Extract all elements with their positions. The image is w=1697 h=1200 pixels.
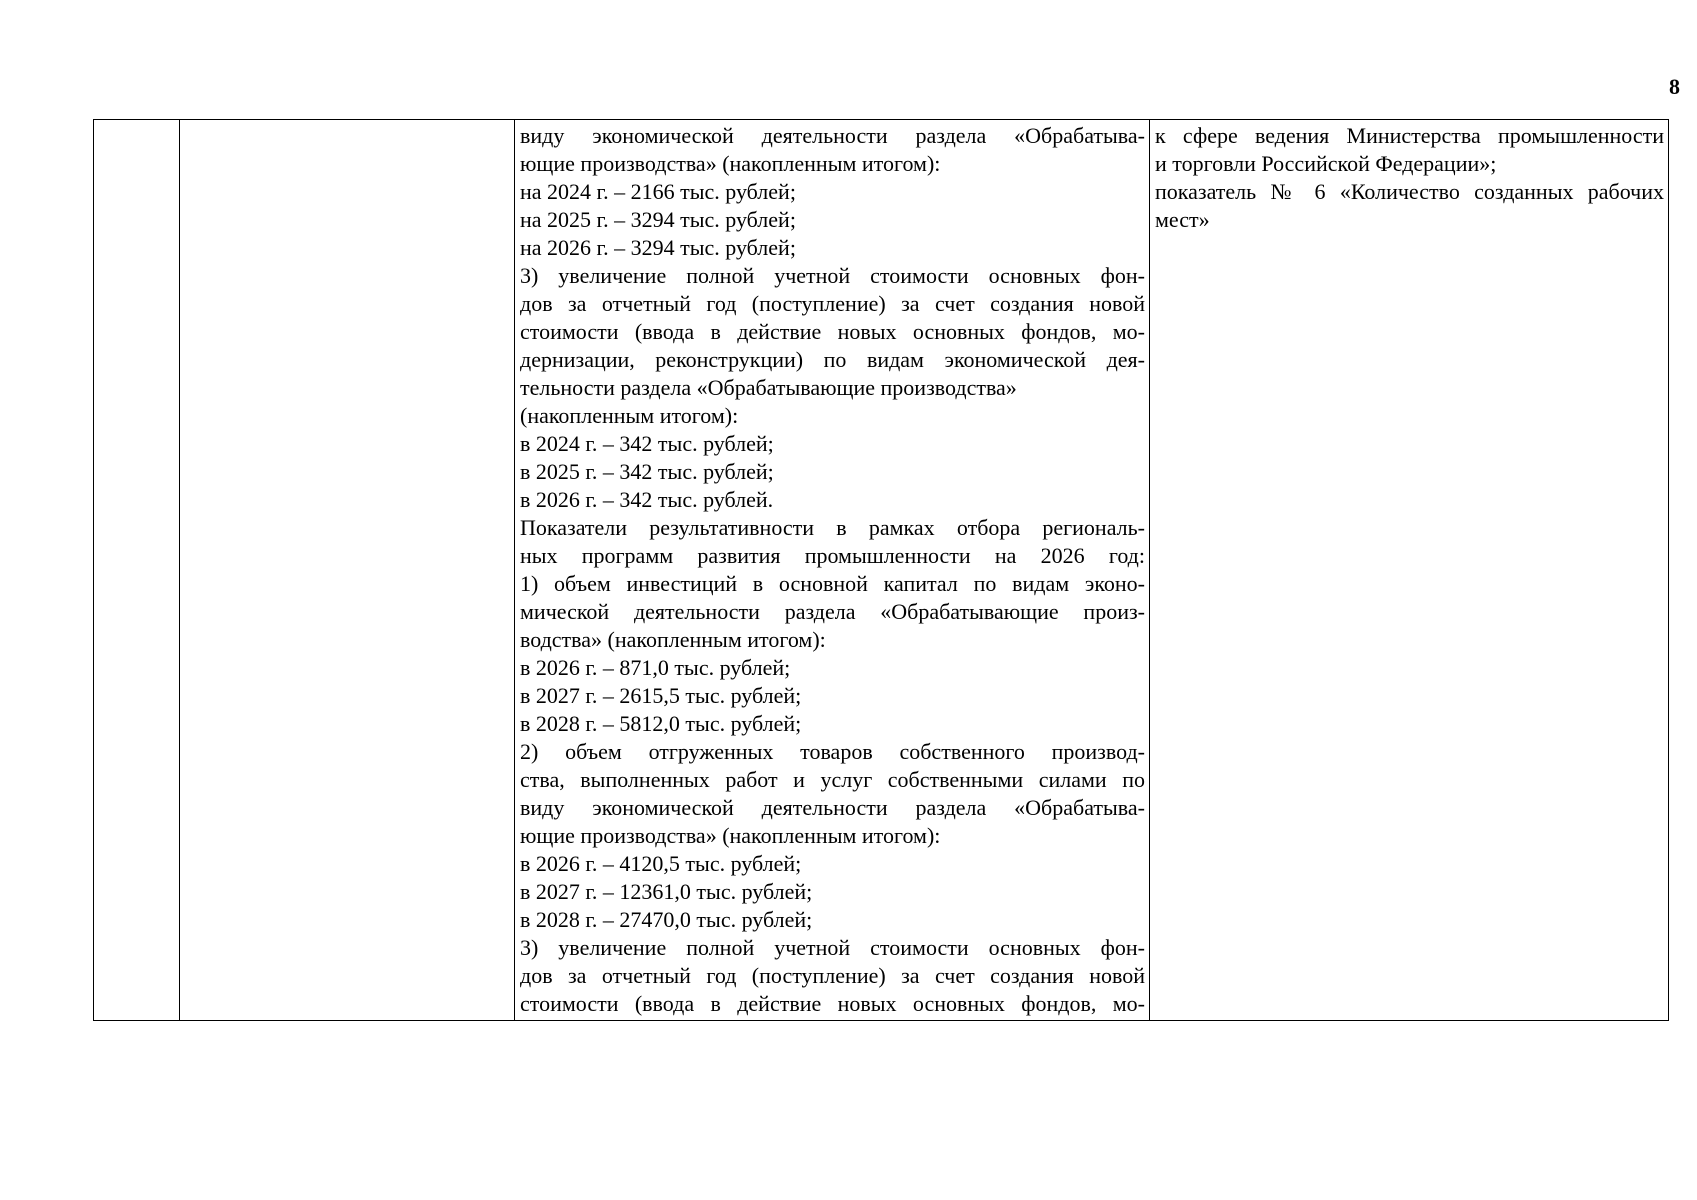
table-cell-col2	[180, 120, 515, 1021]
text-line: ющие производства» (накопленным итогом):	[520, 823, 941, 848]
table-row	[94, 120, 1669, 1021]
table-cell-col1	[94, 120, 180, 1021]
text-line: 3) увеличение полной учетной стоимости основных фон-	[520, 935, 1145, 960]
text-line: 2) объем отгруженных товаров собственного производ-	[520, 739, 1145, 764]
text-line: 1) объем инвестиций в основной капитал по видам эконо-	[520, 571, 1145, 596]
text-line: в 2026 г. – 342 тыс. рублей.	[520, 487, 774, 512]
page-number: 8	[1669, 74, 1680, 99]
table-cell-col4	[1150, 120, 1669, 1021]
text-line: и торговли Российской Федерации»;	[1155, 151, 1497, 176]
text-line: на 2026 г. – 3294 тыс. рублей;	[520, 235, 796, 260]
text-line: на 2024 г. – 2166 тыс. рублей;	[520, 179, 796, 204]
text-line: мест»	[1155, 207, 1210, 232]
text-line: дернизации, реконструкции) по видам экономической дея-	[520, 347, 1145, 372]
text-line: (накопленным итогом):	[520, 403, 739, 428]
text-line: в 2028 г. – 5812,0 тыс. рублей;	[520, 711, 802, 736]
text-line: стоимости (ввода в действие новых основных фондов, мо-	[520, 991, 1145, 1016]
table-cell-col3	[515, 120, 1150, 1021]
text-line: ных программ развития промышленности на 2026 год:	[520, 543, 1145, 568]
text-line: показатель № 6 «Количество созданных рабочих	[1155, 179, 1664, 204]
text-line: 3) увеличение полной учетной стоимости основных фон-	[520, 263, 1145, 288]
text-line: мической деятельности раздела «Обрабатывающие произ-	[520, 599, 1145, 624]
text-line: Показатели результативности в рамках отбора региональ-	[520, 515, 1145, 540]
text-line: стоимости (ввода в действие новых основных фондов, мо-	[520, 319, 1145, 344]
text-line: на 2025 г. – 3294 тыс. рублей;	[520, 207, 796, 232]
text-line: в 2026 г. – 871,0 тыс. рублей;	[520, 655, 791, 680]
text-line: тельности раздела «Обрабатывающие производства»	[520, 375, 1017, 400]
text-line: в 2024 г. – 342 тыс. рублей;	[520, 431, 774, 456]
text-line: в 2026 г. – 4120,5 тыс. рублей;	[520, 851, 802, 876]
indicators-text	[515, 120, 1149, 1018]
text-line: в 2028 г. – 27470,0 тыс. рублей;	[520, 907, 813, 932]
text-line: в 2025 г. – 342 тыс. рублей;	[520, 459, 774, 484]
text-line: виду экономической деятельности раздела «Обрабатыва-	[520, 123, 1145, 148]
text-line: ющие производства» (накопленным итогом):	[520, 151, 941, 176]
text-line: к сфере ведения Министерства промышленности	[1155, 123, 1664, 148]
text-line: ства, выполненных работ и услуг собственными силами по	[520, 767, 1145, 792]
text-line: в 2027 г. – 12361,0 тыс. рублей;	[520, 879, 813, 904]
text-line: в 2027 г. – 2615,5 тыс. рублей;	[520, 683, 802, 708]
text-line: дов за отчетный год (поступление) за счет создания новой	[520, 291, 1145, 316]
text-line: водства» (накопленным итогом):	[520, 627, 826, 652]
text-line: виду экономической деятельности раздела «Обрабатыва-	[520, 795, 1145, 820]
ministry-text	[1150, 120, 1668, 234]
text-line: дов за отчетный год (поступление) за счет создания новой	[520, 963, 1145, 988]
document-table	[93, 119, 1669, 1021]
